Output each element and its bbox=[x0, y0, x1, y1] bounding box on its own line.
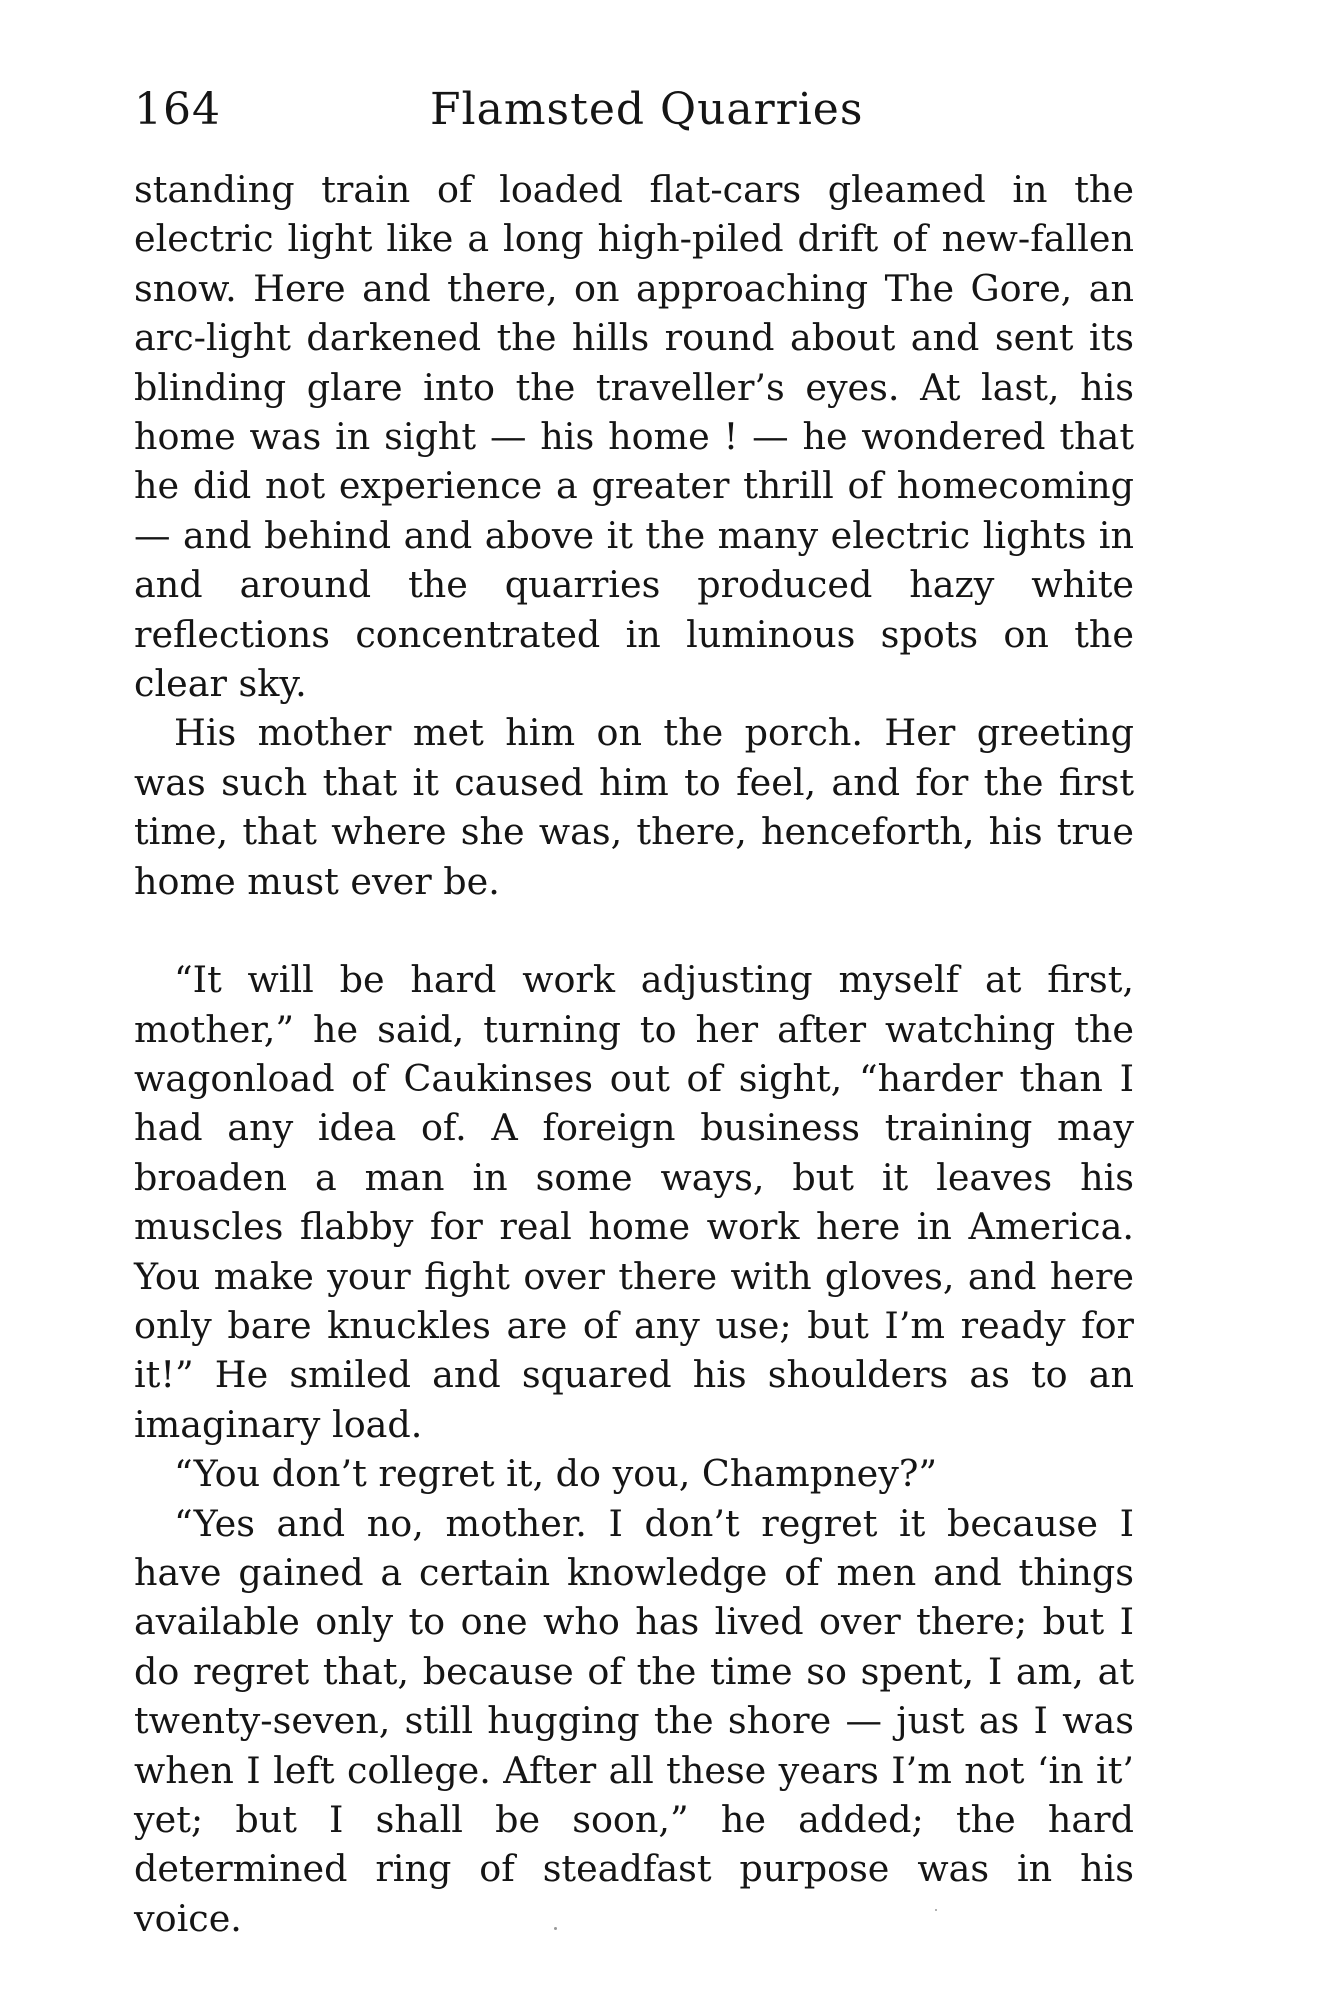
body-text bbox=[134, 165, 1134, 1943]
page-number: 164 bbox=[134, 84, 221, 135]
paper-speck bbox=[554, 1927, 557, 1930]
running-head bbox=[134, 80, 1134, 140]
paragraph-2: His mother met him on the porch. Her greeting was such that it caused him to feel, and for the first time, that where she was, there, henceforth, his true home must ever be. bbox=[134, 711, 1134, 903]
paper-speck bbox=[935, 1909, 937, 1911]
paragraph-4: “You don’t regret it, do you, Champney?” bbox=[174, 1452, 938, 1496]
paragraph-1: standing train of loaded flat-cars gleamed in the electric light like a long high-piled drift of new-fallen snow. Here and there, on approaching The Gore, an arc-light darkened the hills round about and sent its blinding glare into the traveller’s eyes. At last, his home was in sight — his home ! — he wondered that he did not experience a greater thrill of homecoming — and behind and above it the many electric lights in and around the quarries produced hazy white reflections concentrated in luminous spots on the clear sky. bbox=[134, 168, 1134, 706]
paragraph-3: “It will be hard work adjusting myself at first, mother,” he said, turning to her after watching the wagonload of Caukinses out of sight, “harder than I had any idea of. A foreign business training may broaden a man in some ways, but it leaves his muscles flabby for real home work here in America. You make your fight over there with gloves, and here only bare knuckles are of any use; but I’m ready for it!” He smiled and squared his shoulders as to an imaginary load. bbox=[134, 958, 1134, 1446]
paragraph-5: “Yes and no, mother. I don’t regret it because I have gained a certain knowledge of men and things available only to one who has lived over there; but I do regret that, because of the time so spent, I am, at twenty-seven, still hugging the shore — just as I was when I left college. After all these years I’m not ‘in it’ yet; but I shall be soon,” he added; the hard determined ring of steadfast purpose was in his voice. bbox=[134, 1501, 1134, 1940]
running-title: Flamsted Quarries bbox=[430, 84, 864, 135]
